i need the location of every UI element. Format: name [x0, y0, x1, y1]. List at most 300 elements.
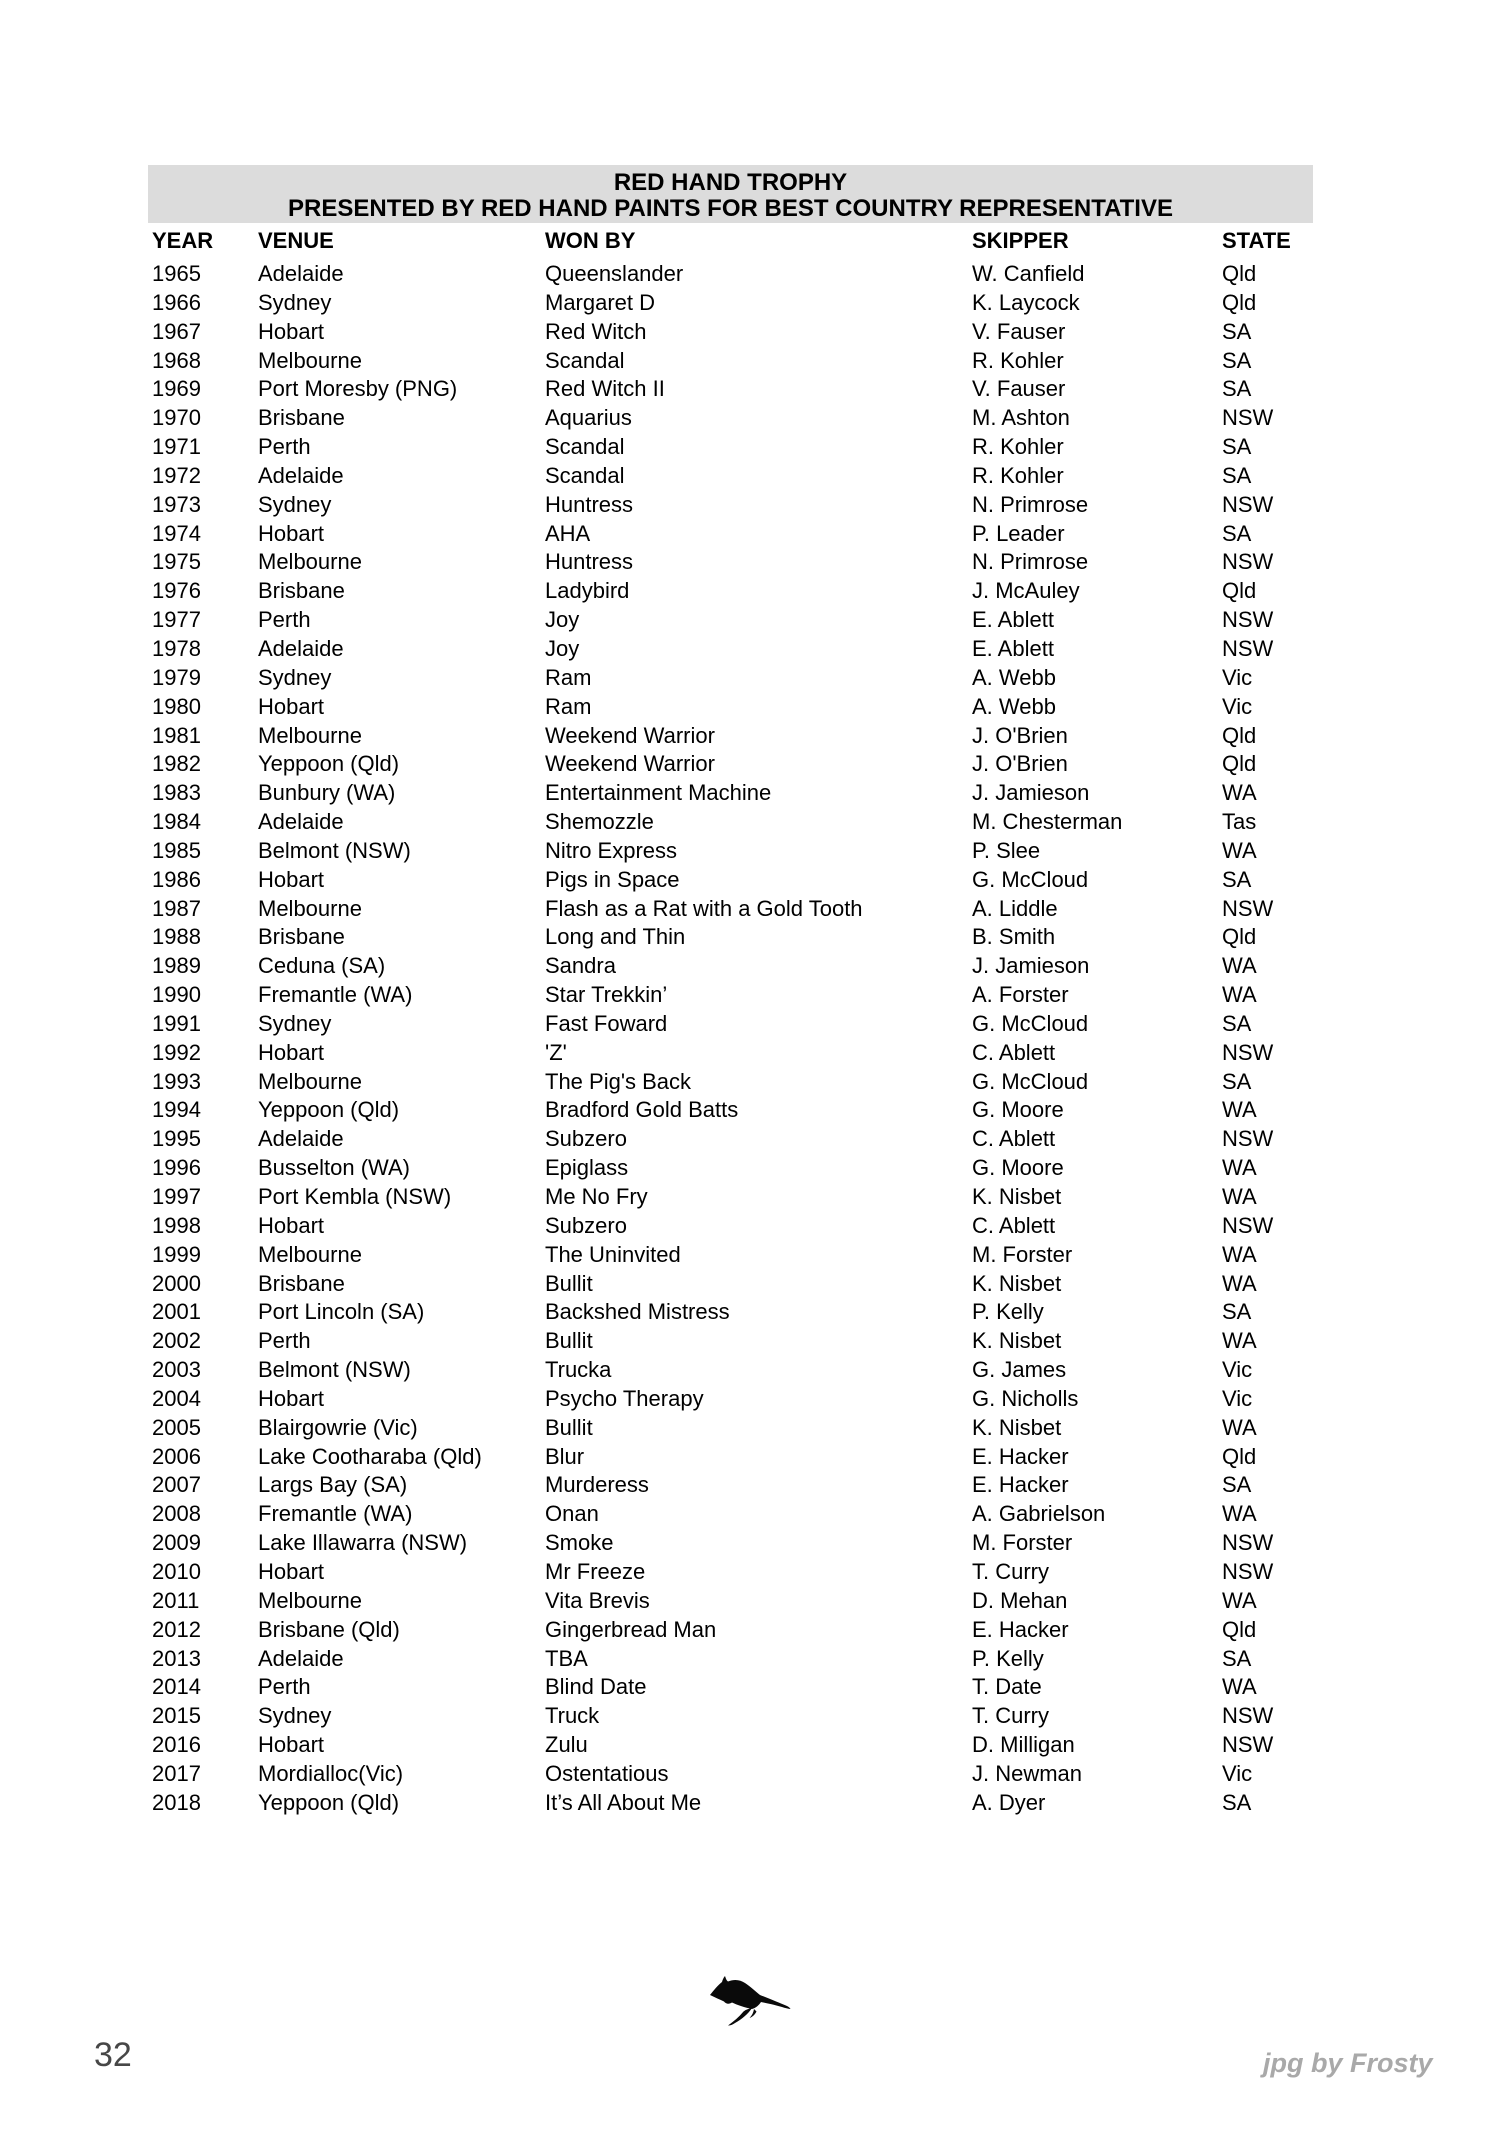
cell-venue: Sydney	[258, 289, 332, 315]
cell-won-by: Pigs in Space	[545, 866, 680, 892]
table-row	[152, 981, 1352, 1010]
cell-venue: Adelaide	[258, 635, 344, 661]
table-row	[152, 1529, 1352, 1558]
cell-year: 1965	[152, 261, 201, 286]
cell-year: 1976	[152, 578, 201, 604]
cell-year: 2007	[152, 1472, 201, 1498]
cell-skipper: T. Date	[972, 1674, 1042, 1700]
cell-state: WA	[1222, 837, 1257, 863]
cell-skipper: K. Nisbet	[972, 1328, 1062, 1354]
cell-won-by: Mr Freeze	[545, 1558, 646, 1584]
cell-state: WA	[1222, 1414, 1257, 1440]
cell-skipper: J. O'Brien	[972, 751, 1068, 777]
cell-state: WA	[1222, 1501, 1257, 1527]
cell-year: 1971	[152, 434, 201, 460]
cell-venue: Busselton (WA)	[258, 1155, 411, 1181]
cell-won-by: Entertainment Machine	[545, 780, 772, 806]
cell-year: 2006	[152, 1443, 201, 1469]
cell-skipper: M. Forster	[972, 1530, 1073, 1556]
table-row	[152, 289, 1352, 318]
cell-state: SA	[1222, 866, 1252, 892]
table-row	[152, 664, 1352, 693]
cell-won-by: Scandal	[545, 434, 625, 460]
cell-won-by: Scandal	[545, 347, 625, 373]
cell-venue: Hobart	[258, 1039, 325, 1065]
cell-year: 1966	[152, 289, 201, 315]
cell-venue: Port Lincoln (SA)	[258, 1299, 425, 1325]
table-row	[152, 1760, 1352, 1789]
cell-year: 1986	[152, 866, 201, 892]
cell-year: 2000	[152, 1270, 201, 1296]
cell-venue: Melbourne	[258, 1068, 362, 1094]
column-header-venue: VENUE	[258, 228, 334, 253]
cell-skipper: G. McCloud	[972, 1010, 1089, 1036]
cell-skipper: J. O'Brien	[972, 722, 1068, 748]
table-row	[152, 1731, 1352, 1760]
cell-skipper: C. Ablett	[972, 1212, 1056, 1238]
cell-venue: Fremantle (WA)	[258, 1501, 413, 1527]
cell-venue: Adelaide	[258, 1645, 344, 1671]
cell-skipper: R. Kohler	[972, 434, 1064, 460]
table-row	[152, 491, 1352, 520]
cell-skipper: B. Smith	[972, 924, 1056, 950]
cell-venue: Belmont (NSW)	[258, 837, 411, 863]
cell-won-by: Vita Brevis	[545, 1587, 650, 1613]
cell-won-by: Sandra	[545, 953, 616, 979]
cell-skipper: P. Kelly	[972, 1299, 1044, 1325]
column-header-won-by: WON BY	[545, 228, 636, 253]
cell-venue: Perth	[258, 434, 311, 460]
cell-year: 2014	[152, 1674, 201, 1700]
cell-state: Qld	[1222, 1616, 1257, 1642]
cell-state: Qld	[1222, 722, 1257, 748]
cell-state: SA	[1222, 462, 1252, 488]
cell-won-by: Murderess	[545, 1472, 649, 1498]
cell-skipper: V. Fauser	[972, 318, 1066, 344]
cell-won-by: Psycho Therapy	[545, 1385, 704, 1411]
cell-skipper: A. Forster	[972, 982, 1069, 1008]
cell-state: SA	[1222, 1010, 1252, 1036]
table-row	[152, 693, 1352, 722]
cell-state: WA	[1222, 1587, 1257, 1613]
cell-won-by: 'Z'	[545, 1039, 567, 1065]
cell-year: 2017	[152, 1760, 201, 1786]
cell-state: NSW	[1222, 1212, 1274, 1238]
cell-year: 1973	[152, 491, 201, 517]
cell-venue: Largs Bay (SA)	[258, 1472, 408, 1498]
table-row	[152, 1068, 1352, 1097]
cell-year: 1969	[152, 376, 201, 402]
cell-skipper: K. Nisbet	[972, 1414, 1062, 1440]
cell-venue: Sydney	[258, 491, 332, 517]
cell-year: 1996	[152, 1155, 201, 1181]
cell-won-by: The Uninvited	[545, 1241, 681, 1267]
cell-year: 1984	[152, 809, 201, 835]
cell-state: WA	[1222, 1184, 1257, 1209]
cell-skipper: E. Hacker	[972, 1443, 1069, 1469]
cell-year: 1972	[152, 462, 201, 488]
cell-year: 1995	[152, 1126, 201, 1152]
cell-venue: Brisbane (Qld)	[258, 1616, 400, 1642]
cell-venue: Hobart	[258, 520, 325, 546]
cell-year: 1993	[152, 1068, 201, 1094]
cell-state: WA	[1222, 953, 1257, 979]
cell-state: Qld	[1222, 289, 1257, 315]
cell-state: NSW	[1222, 1703, 1274, 1729]
cell-year: 1998	[152, 1212, 201, 1238]
cell-state: Vic	[1222, 1385, 1253, 1411]
cell-state: SA	[1222, 1068, 1252, 1094]
cell-won-by: Bullit	[545, 1270, 593, 1296]
cell-venue: Brisbane	[258, 924, 345, 950]
cell-state: NSW	[1222, 1039, 1274, 1065]
cell-skipper: E. Hacker	[972, 1616, 1069, 1642]
cell-state: SA	[1222, 318, 1252, 344]
cell-venue: Hobart	[258, 318, 325, 344]
cell-won-by: Truck	[545, 1703, 600, 1729]
table-title-band	[148, 165, 1313, 223]
cell-skipper: G. Moore	[972, 1155, 1064, 1181]
cell-skipper: M. Forster	[972, 1241, 1073, 1267]
cell-skipper: V. Fauser	[972, 376, 1066, 402]
table-body	[152, 260, 1352, 1818]
table-row	[152, 1673, 1352, 1702]
cell-won-by: Smoke	[545, 1530, 614, 1556]
cell-skipper: J. Newman	[972, 1760, 1083, 1786]
cell-skipper: A. Gabrielson	[972, 1501, 1106, 1527]
cell-state: NSW	[1222, 1558, 1274, 1584]
cell-venue: Ceduna (SA)	[258, 953, 386, 979]
cell-venue: Belmont (NSW)	[258, 1357, 411, 1383]
cell-skipper: M. Ashton	[972, 405, 1070, 431]
table-row	[152, 837, 1352, 866]
cell-skipper: R. Kohler	[972, 347, 1064, 373]
cell-year: 2012	[152, 1616, 201, 1642]
cell-state: NSW	[1222, 405, 1274, 431]
cell-skipper: T. Curry	[972, 1703, 1049, 1729]
cell-won-by: Long and Thin	[545, 924, 686, 950]
table-row	[152, 750, 1352, 779]
table-row	[152, 1241, 1352, 1270]
cell-state: SA	[1222, 1645, 1252, 1671]
table-row	[152, 895, 1352, 924]
table-row	[152, 404, 1352, 433]
cell-year: 2009	[152, 1530, 201, 1556]
table-row	[152, 1183, 1352, 1212]
cell-state: WA	[1222, 780, 1257, 806]
cell-won-by: Margaret D	[545, 289, 656, 315]
cell-year: 2016	[152, 1732, 201, 1758]
cell-year: 2018	[152, 1789, 201, 1815]
cell-won-by: Subzero	[545, 1126, 627, 1152]
cell-venue: Hobart	[258, 1558, 325, 1584]
cell-skipper: A. Liddle	[972, 895, 1058, 921]
cell-won-by: Scandal	[545, 462, 625, 488]
cell-state: NSW	[1222, 1732, 1274, 1758]
table-row	[152, 577, 1352, 606]
cell-year: 1967	[152, 318, 201, 344]
cell-year: 2008	[152, 1501, 201, 1527]
cell-venue: Sydney	[258, 1010, 332, 1036]
cell-state: Vic	[1222, 1357, 1253, 1383]
cell-year: 2010	[152, 1558, 201, 1584]
table-row	[152, 548, 1352, 577]
cell-won-by: Red Witch	[545, 318, 647, 344]
table-row	[152, 923, 1352, 952]
cell-year: 1997	[152, 1184, 201, 1209]
cell-venue: Yeppoon (Qld)	[258, 751, 400, 777]
cell-won-by: TBA	[545, 1645, 588, 1671]
cell-year: 1987	[152, 895, 201, 921]
cell-year: 1977	[152, 607, 201, 633]
cell-state: Qld	[1222, 261, 1257, 286]
cell-won-by: Onan	[545, 1501, 599, 1527]
cell-year: 1978	[152, 635, 201, 661]
cell-skipper: P. Kelly	[972, 1645, 1044, 1671]
cell-year: 1974	[152, 520, 201, 546]
table-row	[152, 318, 1352, 347]
cell-won-by: Huntress	[545, 491, 634, 517]
column-header-skipper: SKIPPER	[972, 228, 1069, 253]
table-row	[152, 1125, 1352, 1154]
cell-venue: Sydney	[258, 664, 332, 690]
cell-state: NSW	[1222, 1126, 1274, 1152]
cell-skipper: N. Primrose	[972, 491, 1089, 517]
cell-venue: Brisbane	[258, 578, 345, 604]
cell-state: Vic	[1222, 693, 1253, 719]
cell-won-by: Weekend Warrior	[545, 722, 715, 748]
cell-won-by: Zulu	[545, 1732, 588, 1758]
cell-state: WA	[1222, 1155, 1257, 1181]
table-row	[152, 462, 1352, 491]
cell-year: 2001	[152, 1299, 201, 1325]
cell-year: 1994	[152, 1097, 201, 1123]
cell-skipper: E. Ablett	[972, 607, 1054, 633]
table-row	[152, 1558, 1352, 1587]
cell-won-by: Aquarius	[545, 405, 632, 431]
table-row	[152, 1154, 1352, 1183]
cell-skipper: A. Dyer	[972, 1789, 1046, 1815]
cell-state: SA	[1222, 1299, 1252, 1325]
cell-won-by: Gingerbread Man	[545, 1616, 717, 1642]
cell-year: 1975	[152, 549, 201, 575]
cell-venue: Melbourne	[258, 549, 362, 575]
cell-skipper: R. Kohler	[972, 462, 1064, 488]
cell-year: 1989	[152, 953, 201, 979]
cell-venue: Melbourne	[258, 722, 362, 748]
cell-won-by: Flash as a Rat with a Gold Tooth	[545, 895, 863, 921]
table-row	[152, 1385, 1352, 1414]
cell-won-by: Subzero	[545, 1212, 627, 1238]
cell-won-by: Huntress	[545, 549, 634, 575]
table-row	[152, 1645, 1352, 1674]
cell-year: 1985	[152, 837, 201, 863]
cell-year: 2002	[152, 1328, 201, 1354]
cell-venue: Lake Illawarra (NSW)	[258, 1530, 468, 1556]
cell-state: NSW	[1222, 491, 1274, 517]
table-row	[152, 1298, 1352, 1327]
cell-year: 1968	[152, 347, 201, 373]
cell-venue: Hobart	[258, 1732, 325, 1758]
cell-skipper: K. Nisbet	[972, 1270, 1062, 1296]
cell-state: Vic	[1222, 664, 1253, 690]
cell-venue: Mordialloc(Vic)	[258, 1760, 404, 1786]
cell-state: NSW	[1222, 607, 1274, 633]
cell-venue: Fremantle (WA)	[258, 982, 413, 1008]
cell-state: WA	[1222, 1328, 1257, 1354]
cell-venue: Perth	[258, 607, 311, 633]
table-row	[152, 1587, 1352, 1616]
table-row	[152, 1010, 1352, 1039]
cell-won-by: Shemozzle	[545, 809, 654, 835]
table-row	[152, 520, 1352, 549]
cell-skipper: K. Laycock	[972, 289, 1080, 315]
column-header-year: YEAR	[152, 228, 214, 253]
table-subtitle: PRESENTED BY RED HAND PAINTS FOR BEST COUNTRY REPRESENTATIVE	[288, 195, 1173, 222]
cell-venue: Hobart	[258, 693, 325, 719]
cell-state: SA	[1222, 347, 1252, 373]
cell-won-by: Ladybird	[545, 578, 630, 604]
cell-skipper: N. Primrose	[972, 549, 1089, 575]
cell-won-by: Blur	[545, 1443, 585, 1469]
cell-state: SA	[1222, 520, 1252, 546]
cell-skipper: D. Mehan	[972, 1587, 1068, 1613]
cell-venue: Brisbane	[258, 1270, 345, 1296]
cell-skipper: K. Nisbet	[972, 1184, 1062, 1209]
cell-skipper: E. Ablett	[972, 635, 1054, 661]
cell-state: Qld	[1222, 578, 1257, 604]
column-header-state: STATE	[1222, 228, 1291, 253]
cell-state: WA	[1222, 1270, 1257, 1296]
cell-year: 1980	[152, 693, 201, 719]
cell-state: WA	[1222, 1241, 1257, 1267]
table-row	[152, 1471, 1352, 1500]
trophy-table	[152, 226, 1352, 1818]
cell-won-by: Bullit	[545, 1414, 593, 1440]
cell-venue: Adelaide	[258, 1126, 344, 1152]
cell-year: 1982	[152, 751, 201, 777]
kangaroo-icon	[707, 1974, 791, 2028]
table-row	[152, 1443, 1352, 1472]
cell-won-by: It’s All About Me	[545, 1789, 702, 1815]
table-row	[152, 606, 1352, 635]
cell-year: 1990	[152, 982, 201, 1008]
cell-state: WA	[1222, 1097, 1257, 1123]
cell-state: NSW	[1222, 635, 1274, 661]
page-number: 32	[94, 2036, 132, 2074]
cell-venue: Port Kembla (NSW)	[258, 1184, 452, 1209]
cell-state: WA	[1222, 982, 1257, 1008]
cell-skipper: T. Curry	[972, 1558, 1049, 1584]
cell-skipper: P. Slee	[972, 837, 1041, 863]
table-row	[152, 1327, 1352, 1356]
cell-won-by: Fast Foward	[545, 1010, 668, 1036]
cell-won-by: Ostentatious	[545, 1760, 669, 1786]
cell-venue: Brisbane	[258, 405, 345, 431]
table-row	[152, 375, 1352, 404]
cell-skipper: M. Chesterman	[972, 809, 1123, 835]
table-row	[152, 722, 1352, 751]
table-row	[152, 1356, 1352, 1385]
cell-won-by: Epiglass	[545, 1155, 629, 1181]
cell-state: SA	[1222, 1789, 1252, 1815]
cell-skipper: C. Ablett	[972, 1126, 1056, 1152]
cell-won-by: The Pig's Back	[545, 1068, 692, 1094]
cell-skipper: W. Canfield	[972, 261, 1085, 286]
cell-venue: Yeppoon (Qld)	[258, 1097, 400, 1123]
table-row	[152, 1414, 1352, 1443]
table-row	[152, 866, 1352, 895]
cell-state: NSW	[1222, 549, 1274, 575]
cell-skipper: C. Ablett	[972, 1039, 1056, 1065]
credit-text: jpg by Frosty	[1263, 2048, 1433, 2078]
cell-state: Qld	[1222, 751, 1257, 777]
cell-venue: Bunbury (WA)	[258, 780, 396, 806]
cell-year: 2003	[152, 1357, 201, 1383]
cell-year: 1970	[152, 405, 201, 431]
cell-venue: Hobart	[258, 866, 325, 892]
cell-year: 1999	[152, 1241, 201, 1267]
cell-year: 2004	[152, 1385, 201, 1411]
cell-won-by: Joy	[545, 635, 580, 661]
cell-venue: Perth	[258, 1328, 311, 1354]
cell-year: 2013	[152, 1645, 201, 1671]
cell-won-by: Weekend Warrior	[545, 751, 715, 777]
cell-skipper: J. Jamieson	[972, 953, 1090, 979]
cell-state: Qld	[1222, 924, 1257, 950]
cell-won-by: Trucka	[545, 1357, 612, 1383]
table-row	[152, 952, 1352, 981]
cell-skipper: E. Hacker	[972, 1472, 1069, 1498]
cell-year: 2011	[152, 1587, 200, 1613]
cell-state: SA	[1222, 1472, 1252, 1498]
cell-skipper: D. Milligan	[972, 1732, 1075, 1758]
cell-state: Tas	[1222, 809, 1257, 835]
cell-venue: Perth	[258, 1674, 311, 1700]
cell-won-by: Bullit	[545, 1328, 593, 1354]
cell-won-by: Ram	[545, 693, 592, 719]
table-row	[152, 347, 1352, 376]
cell-year: 1979	[152, 664, 201, 690]
cell-state: WA	[1222, 1674, 1257, 1700]
cell-venue: Lake Cootharaba (Qld)	[258, 1443, 482, 1469]
cell-venue: Hobart	[258, 1385, 325, 1411]
cell-won-by: Nitro Express	[545, 837, 678, 863]
table-row	[152, 1212, 1352, 1241]
table-header-row	[152, 226, 1352, 260]
table-row	[152, 1702, 1352, 1731]
cell-venue: Adelaide	[258, 809, 344, 835]
cell-won-by: Me No Fry	[545, 1184, 648, 1209]
cell-venue: Hobart	[258, 1212, 325, 1238]
cell-year: 2005	[152, 1414, 201, 1440]
cell-won-by: AHA	[545, 520, 591, 546]
cell-venue: Adelaide	[258, 261, 344, 286]
table-row	[152, 1039, 1352, 1068]
table-row	[152, 1616, 1352, 1645]
cell-venue: Melbourne	[258, 895, 362, 921]
cell-won-by: Red Witch II	[545, 376, 665, 402]
cell-won-by: Bradford Gold Batts	[545, 1097, 739, 1123]
table-row	[152, 1096, 1352, 1125]
cell-skipper: P. Leader	[972, 520, 1065, 546]
cell-skipper: G. Moore	[972, 1097, 1064, 1123]
cell-won-by: Backshed Mistress	[545, 1299, 730, 1325]
cell-won-by: Queenslander	[545, 261, 684, 286]
cell-skipper: J. McAuley	[972, 578, 1080, 604]
cell-year: 1983	[152, 780, 201, 806]
cell-venue: Yeppoon (Qld)	[258, 1789, 400, 1815]
